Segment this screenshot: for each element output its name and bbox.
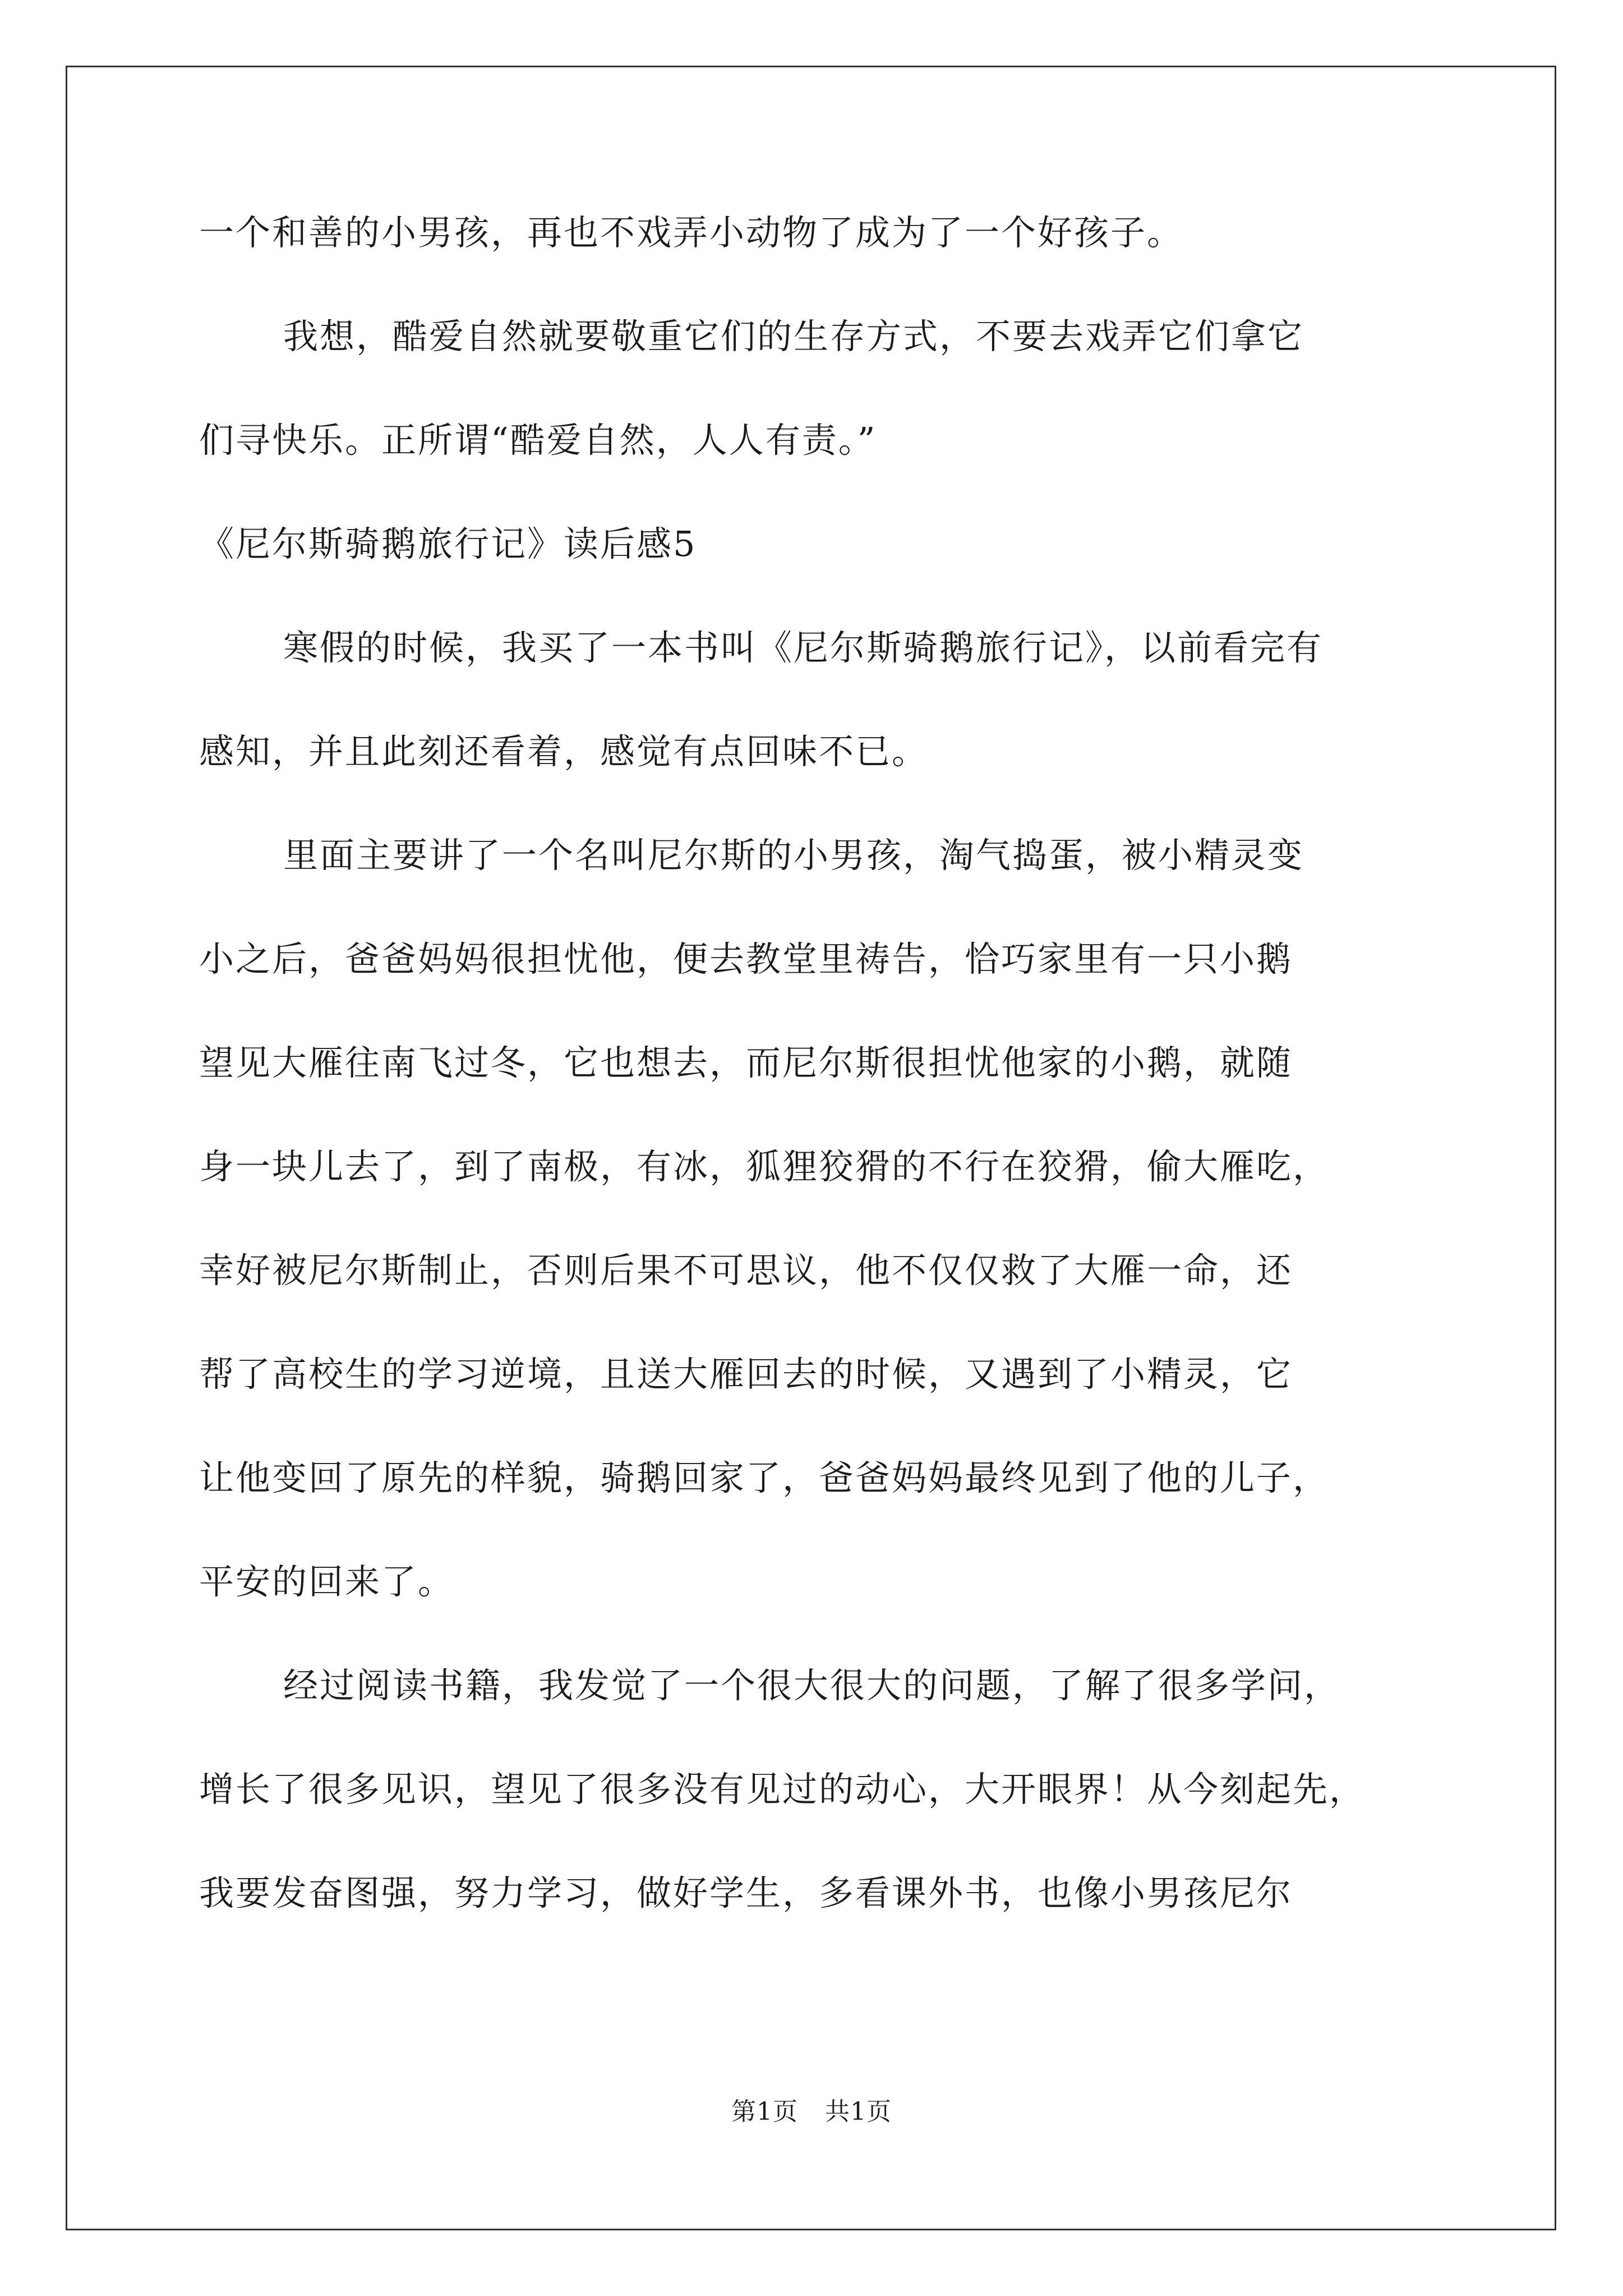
page-total: 共1页 [825, 2097, 892, 2126]
text-line: 平安的回来了。 [199, 1561, 455, 1602]
text-line: 增长了很多见识，望见了很多没有见过的动心，大开眼界！从今刻起先， [199, 1769, 1366, 1810]
text-line: 帮了高校生的学习逆境，且送大雁回去的时候，又遇到了小精灵，它 [199, 1354, 1293, 1395]
text-line: 们寻快乐。正所谓“酷爱自然，人人有责。” [199, 420, 877, 461]
text-line: 感知，并且此刻还看着，感觉有点回味不已。 [199, 731, 929, 772]
text-line: 小之后，爸爸妈妈很担忧他，便去教堂里祷告，恰巧家里有一只小鹅 [199, 938, 1293, 979]
text-line: 望见大雁往南飞过冬，它也想去，而尼尔斯很担忧他家的小鹅，就随 [199, 1042, 1293, 1083]
text-line: 身一块儿去了，到了南极，有冰，狐狸狡猾的不行在狡猾，偷大雁吃， [199, 1146, 1330, 1187]
text-line: 幸好被尼尔斯制止，否则后果不可思议，他不仅仅救了大雁一命，还 [199, 1250, 1293, 1291]
paragraph-line: 我想，酷爱自然就要敬重它们的生存方式，不要去戏弄它们拿它 [283, 316, 1304, 357]
paragraph-line: 经过阅读书籍，我发觉了一个很大很大的问题，了解了很多学问， [283, 1665, 1341, 1706]
page-footer [0, 2095, 1623, 2129]
page-number: 第1页 [731, 2097, 798, 2126]
text-line: 一个和善的小男孩，再也不戏弄小动物了成为了一个好孩子。 [199, 212, 1184, 253]
paragraph-line: 寒假的时候，我买了一本书叫《尼尔斯骑鹅旅行记》，以前看完有 [283, 627, 1324, 668]
text-line: 我要发奋图强，努力学习，做好学生，多看课外书，也像小男孩尼尔 [199, 1872, 1293, 1913]
section-heading: 《尼尔斯骑鹅旅行记》读后感5 [199, 523, 697, 564]
paragraph-line: 里面主要讲了一个名叫尼尔斯的小男孩，淘气捣蛋，被小精灵变 [283, 835, 1304, 876]
text-line: 让他变回了原先的样貌，骑鹅回家了，爸爸妈妈最终见到了他的儿子， [199, 1457, 1330, 1498]
